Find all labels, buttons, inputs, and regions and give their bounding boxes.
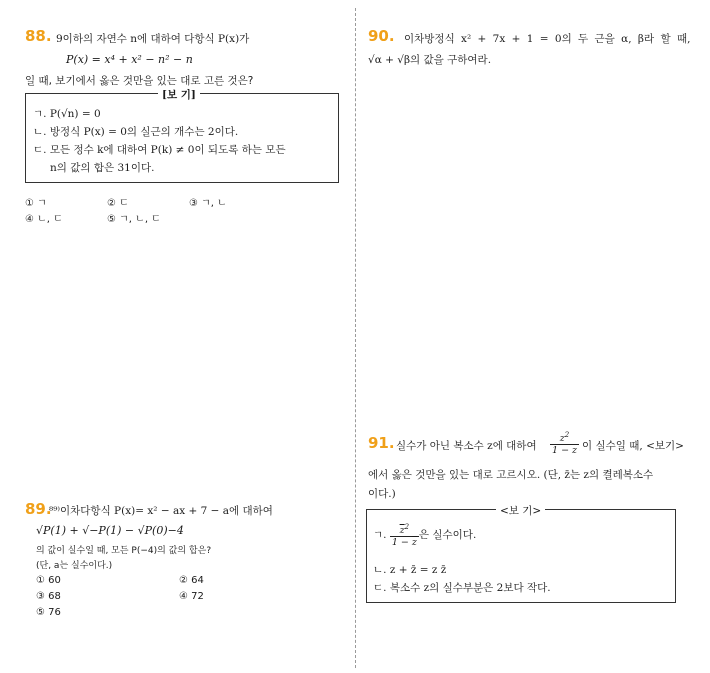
q90-line-2: √α + √β의 값을 구하여라.: [368, 54, 492, 66]
q88-formula: P(x) = x⁴ + x² − n² − n: [66, 53, 193, 66]
q91-item-1-text: 은 실수이다.: [418, 529, 477, 542]
q88-item-3-cont: n의 값의 합은 31이다.: [50, 162, 155, 174]
q88-choice-5[interactable]: ⑤ ㄱ, ㄴ, ㄷ: [107, 214, 161, 225]
q88-choice-2[interactable]: ② ㄷ: [107, 198, 129, 209]
q89-choice-4[interactable]: ④ 72: [179, 591, 204, 602]
q91-item-3: ㄷ. 복소수 z의 실수부분은 2보다 작다.: [373, 582, 551, 594]
q89-choice-1[interactable]: ① 60: [36, 575, 61, 586]
q89-number: 89.: [25, 500, 52, 518]
q88-item-1: ㄱ. P(√n) = 0: [33, 108, 101, 120]
q88-intro: 9이하의 자연수 n에 대하여 다항식 P(x)가: [56, 33, 250, 45]
q88-choice-4[interactable]: ④ ㄴ, ㄷ: [25, 214, 63, 225]
q89-note: (단, a는 실수이다.): [36, 561, 113, 571]
q89-choice-5[interactable]: ⑤ 76: [36, 607, 61, 618]
q89-formula: √P(1) + √−P(1) − √P(0)−4: [36, 524, 184, 537]
q91-line-1-pre: 실수가 아닌 복소수 z에 대하여: [396, 440, 537, 452]
q88-question: 일 때, 보기에서 옳은 것만을 있는 대로 고른 것은?: [25, 75, 254, 87]
q89-question: 의 값이 실수일 때, 모든 P(−4)의 값의 합은?: [36, 546, 212, 556]
q91-item-2: ㄴ. z + z̄ = z z̄: [373, 564, 447, 576]
q91-number: 91.: [368, 434, 395, 452]
q89-choice-3[interactable]: ③ 68: [36, 591, 61, 602]
q91-bogi-title: <보 기>: [496, 503, 545, 518]
q88-choice-3[interactable]: ③ ㄱ, ㄴ: [189, 198, 227, 209]
q90-number: 90.: [368, 27, 395, 45]
q91-line-2: 에서 옳은 것만을 있는 대로 고르시오. (단, z̄는 z의 켤레복소수: [368, 469, 654, 481]
q89-intro: ⁸⁹⁾이차다항식 P(x)= x² − ax + 7 − a에 대하여: [49, 505, 273, 517]
q89-choice-2[interactable]: ② 64: [179, 575, 204, 586]
q88-bogi-title: [보 기]: [158, 87, 200, 102]
q88-item-2: ㄴ. 방정식 P(x) = 0의 실근의 개수는 2이다.: [33, 126, 239, 138]
q88-number: 88.: [25, 27, 52, 45]
q91-fraction: $\frac{z^2}{1 - z}$: [552, 431, 578, 457]
column-divider: [355, 8, 356, 668]
q88-item-3: ㄷ. 모든 정수 k에 대하여 P(k) ≠ 0이 되도록 하는 모든: [33, 144, 286, 156]
q91-item-1: ㄱ. $\frac{\overline{z}^2}{1 - \overline{z}}$ 은 실수이다.: [373, 523, 477, 549]
q91-line-3: 이다.): [368, 488, 396, 500]
q91-line-1-post: 이 실수일 때, <보기>: [582, 440, 684, 452]
q88-choice-1[interactable]: ① ㄱ: [25, 198, 47, 209]
q90-line-1: 이차방정식 x² + 7x + 1 = 0의 두 근을 α, β라 할 때,: [404, 33, 691, 45]
